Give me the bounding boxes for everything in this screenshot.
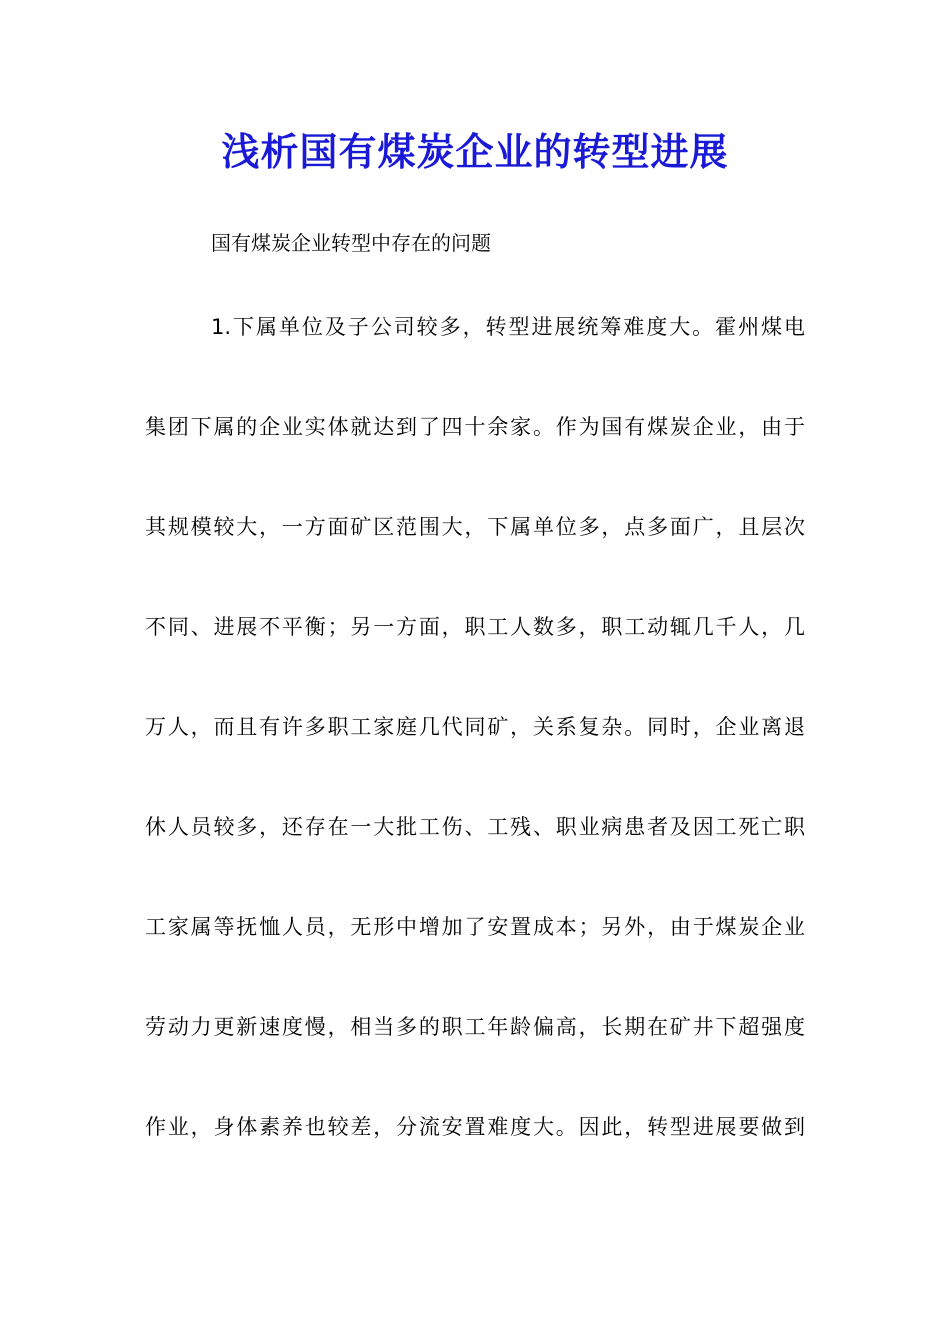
paragraph-line: 不同、进展不平衡；另一方面，职工人数多，职工动辄几千人，几 bbox=[145, 615, 805, 639]
section-heading: 国有煤炭企业转型中存在的问题 bbox=[211, 231, 491, 255]
paragraph-line: 1.下属单位及子公司较多，转型进展统筹难度大。霍州煤电 bbox=[211, 315, 805, 339]
paragraph-line: 工家属等抚恤人员，无形中增加了安置成本；另外，由于煤炭企业 bbox=[145, 915, 805, 939]
paragraph-line: 作业，身体素养也较差，分流安置难度大。因此，转型进展要做到 bbox=[145, 1115, 805, 1139]
paragraph-line: 休人员较多，还存在一大批工伤、工残、职业病患者及因工死亡职 bbox=[145, 815, 805, 839]
paragraph-line: 集团下属的企业实体就达到了四十余家。作为国有煤炭企业，由于 bbox=[145, 415, 805, 439]
paragraph-line: 其规模较大，一方面矿区范围大，下属单位多，点多面广，且层次 bbox=[145, 515, 805, 539]
body-paragraph bbox=[145, 310, 805, 1210]
paragraph-line: 劳动力更新速度慢，相当多的职工年龄偏高，长期在矿井下超强度 bbox=[145, 1015, 805, 1039]
document-title: 浅析国有煤炭企业的转型进展 bbox=[221, 129, 729, 174]
paragraph-line: 万人，而且有许多职工家庭几代同矿，关系复杂。同时，企业离退 bbox=[145, 715, 805, 739]
